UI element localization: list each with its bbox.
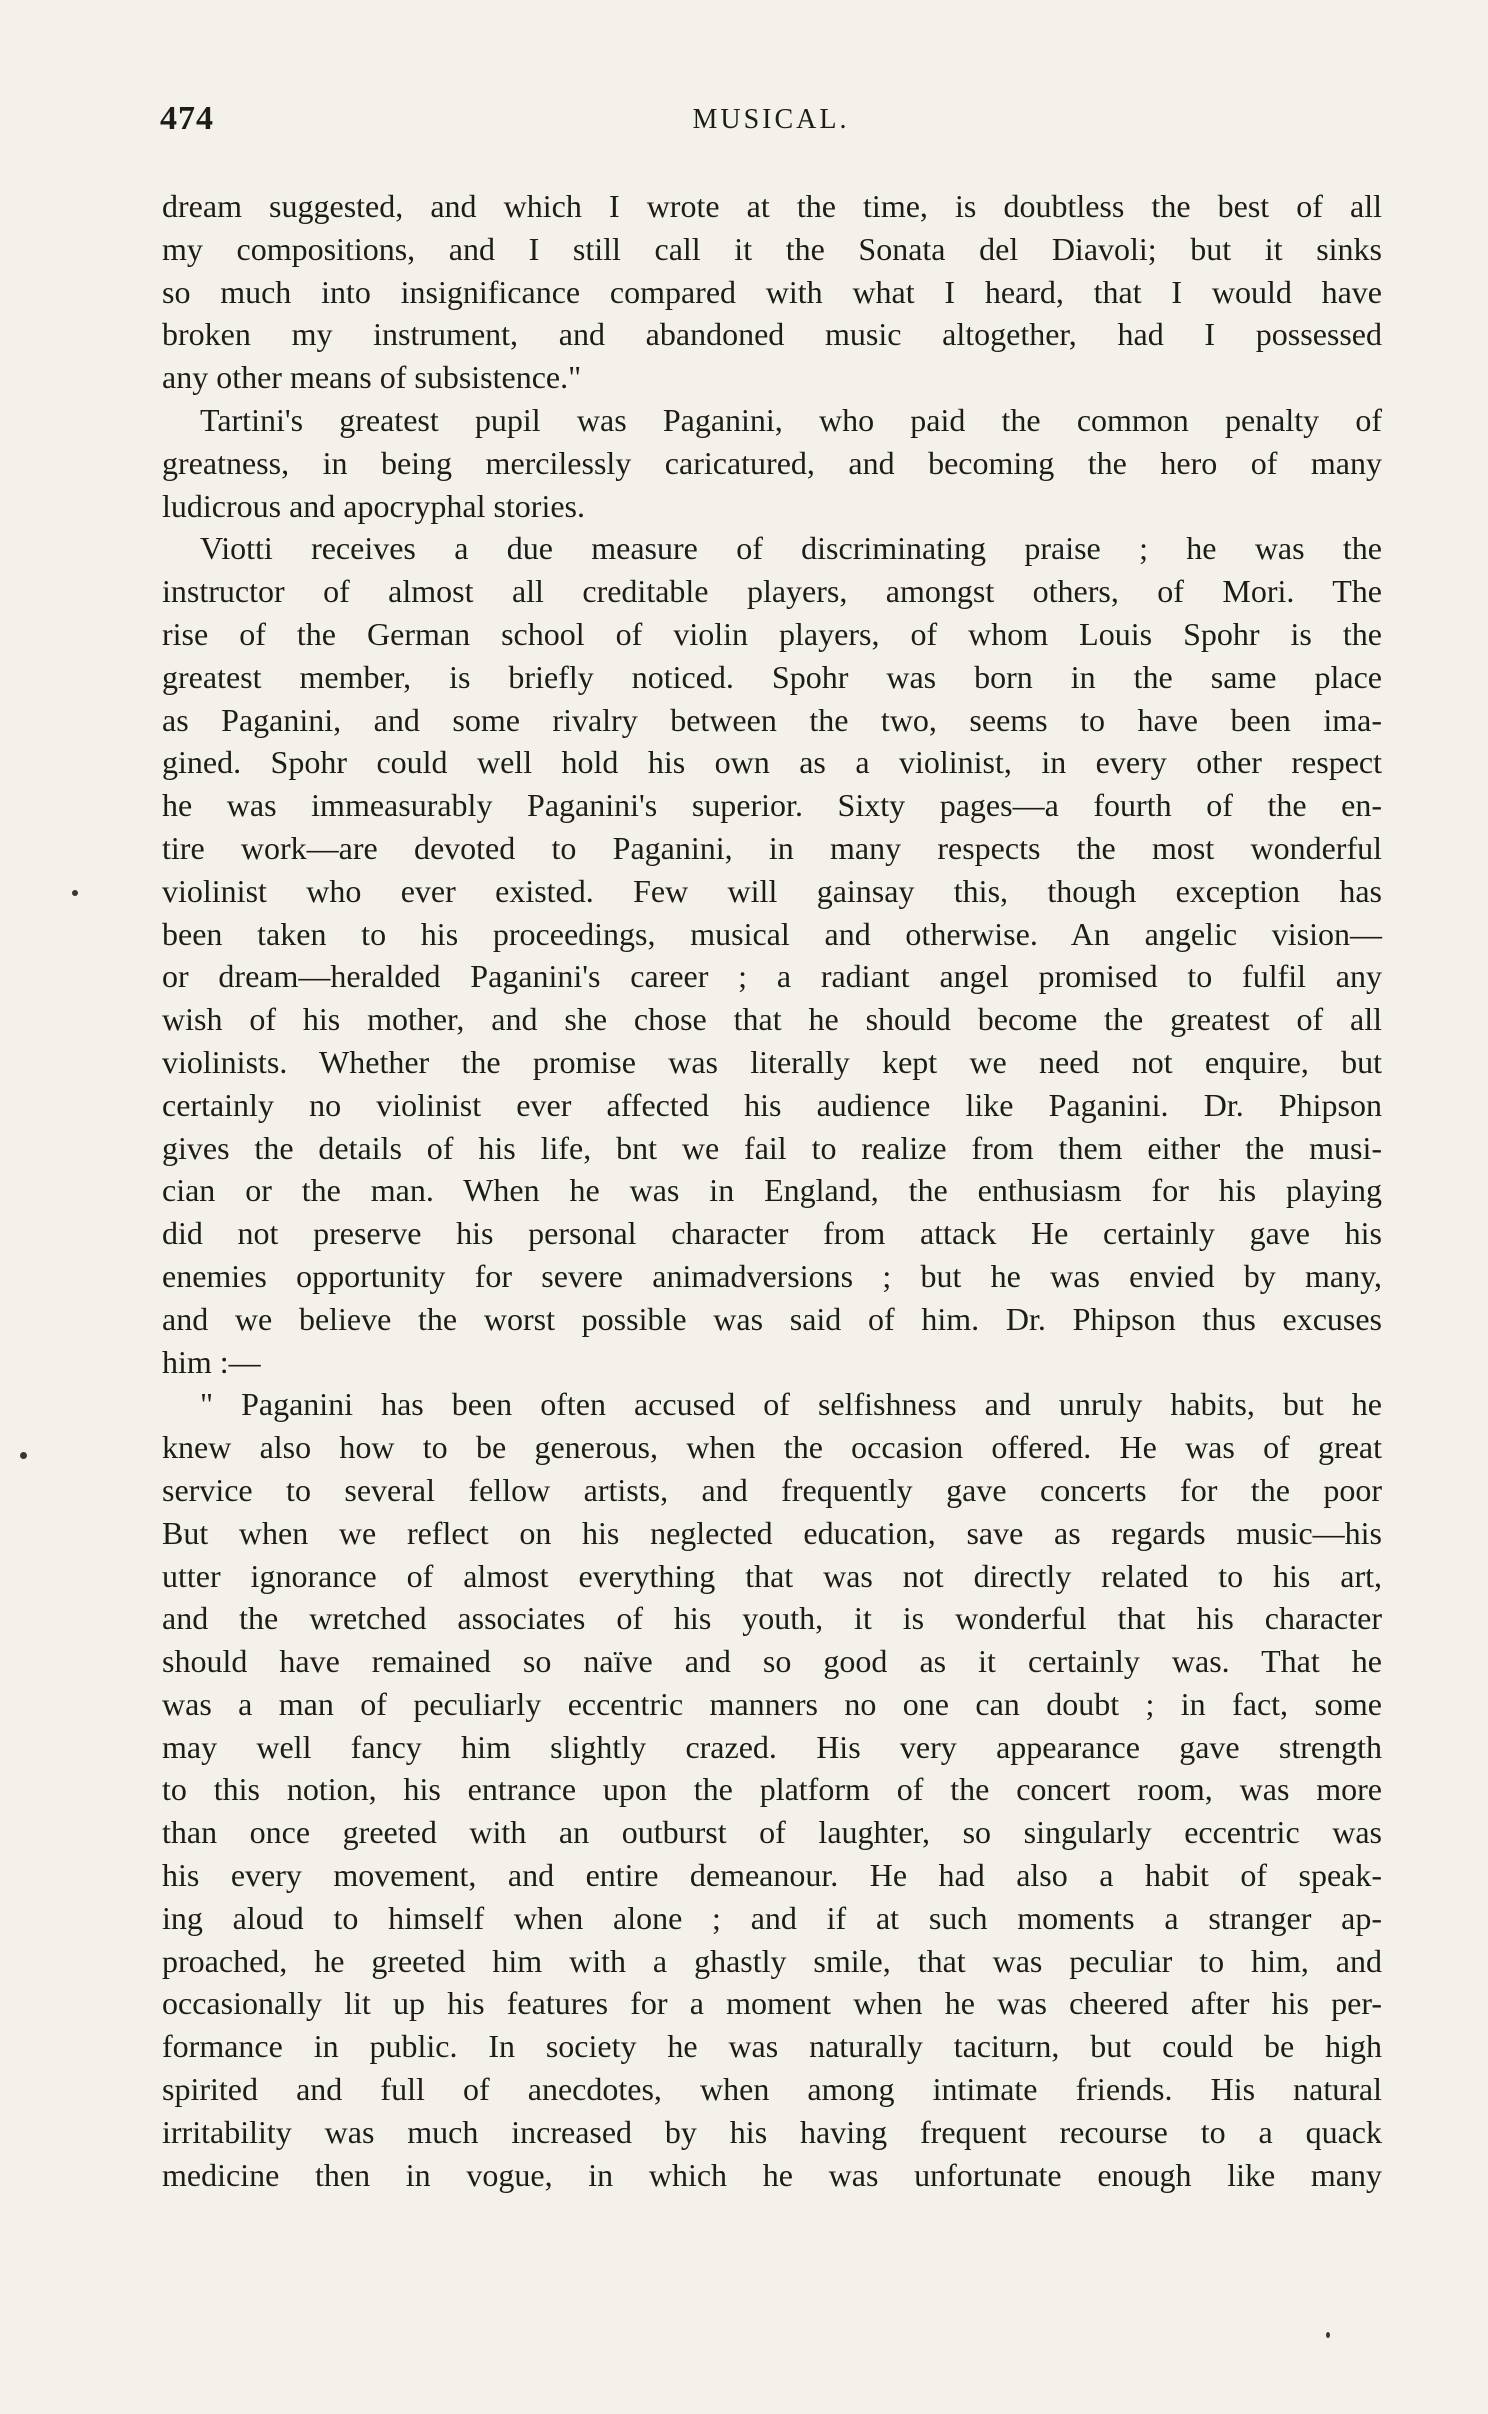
text-line: " Paganini has been often accused of selfishness and unruly habits, but he <box>200 1386 1382 1423</box>
text-line: cian or the man. When he was in England, the enthusiasm for his playing <box>162 1172 1382 1209</box>
text-line: utter ignorance of almost everything that was not directly related to his art, <box>162 1557 1382 1594</box>
text-line: service to several fellow artists, and frequently gave concerts for the poor <box>162 1471 1382 1508</box>
text-line: may well fancy him slightly crazed. His very appearance gave strength <box>162 1728 1382 1765</box>
text-line: proached, he greeted him with a ghastly smile, that was peculiar to him, and <box>162 1942 1382 1979</box>
text-line: or dream—heralded Paganini's career ; a radiant angel promised to fulfil any <box>162 958 1382 995</box>
text-line: his every movement, and entire demeanour. He had also a habit of speak- <box>162 1857 1382 1894</box>
text-line: But when we reflect on his neglected education, save as regards music—his <box>162 1514 1382 1551</box>
text-line: wish of his mother, and she chose that he should become the greatest of all <box>162 1001 1382 1038</box>
body-text <box>162 185 1382 2196</box>
text-line: formance in public. In society he was naturally taciturn, but could be high <box>162 2028 1382 2065</box>
text-line: medicine then in vogue, in which he was unfortunate enough like many <box>162 2156 1382 2193</box>
ink-speck <box>1326 2332 1330 2338</box>
text-line: ludicrous and apocryphal stories. <box>162 487 585 524</box>
text-line: violinists. Whether the promise was literally kept we need not enquire, but <box>162 1043 1382 1080</box>
text-line: any other means of subsistence." <box>162 359 582 396</box>
text-line: should have remained so naïve and so good as it certainly was. That he <box>162 1643 1382 1680</box>
text-line: violinist who ever existed. Few will gainsay this, though exception has <box>162 872 1382 909</box>
text-line: him :— <box>162 1343 261 1380</box>
text-line: spirited and full of anecdotes, when among intimate friends. His natural <box>162 2071 1382 2108</box>
text-line: dream suggested, and which I wrote at the time, is doubtless the best of all <box>162 188 1382 224</box>
text-line: irritability was much increased by his having frequent recourse to a quack <box>162 2113 1382 2150</box>
text-line: was a man of peculiarly eccentric manners no one can doubt ; in fact, some <box>162 1685 1382 1722</box>
text-line: instructor of almost all creditable players, amongst others, of Mori. The <box>162 573 1382 610</box>
text-line: been taken to his proceedings, musical and otherwise. An angelic vision— <box>162 915 1382 952</box>
text-line: my compositions, and I still call it the Sonata del Diavoli; but it sinks <box>162 230 1382 267</box>
running-head: MUSICAL. <box>692 104 850 135</box>
text-line: gined. Spohr could well hold his own as a violinist, in every other respect <box>162 744 1382 781</box>
text-line: and the wretched associates of his youth, it is wonderful that his character <box>162 1600 1382 1637</box>
text-line: greatness, in being mercilessly caricatured, and becoming the hero of many <box>162 444 1382 481</box>
text-line: ing aloud to himself when alone ; and if at such moments a stranger ap- <box>162 1899 1382 1936</box>
text-line: broken my instrument, and abandoned music altogether, had I possessed <box>162 316 1382 353</box>
text-line: so much into insignificance compared with what I heard, that I would have <box>162 273 1382 310</box>
text-line: Tartini's greatest pupil was Paganini, who paid the common penalty of <box>200 401 1382 438</box>
page-number: 474 <box>160 100 214 137</box>
text-line: gives the details of his life, bnt we fail to realize from them either the musi- <box>162 1129 1382 1166</box>
text-line: rise of the German school of violin players, of whom Louis Spohr is the <box>162 615 1382 652</box>
text-line: tire work—are devoted to Paganini, in many respects the most wonderful <box>162 829 1382 866</box>
text-line: as Paganini, and some rivalry between the two, seems to have been ima- <box>162 701 1382 738</box>
text-line: greatest member, is briefly noticed. Spohr was born in the same place <box>162 658 1382 695</box>
text-line: to this notion, his entrance upon the platform of the concert room, was more <box>162 1771 1382 1808</box>
text-line: certainly no violinist ever affected his audience like Paganini. Dr. Phipson <box>162 1086 1382 1123</box>
text-line: he was immeasurably Paganini's superior. Sixty pages—a fourth of the en- <box>162 787 1382 824</box>
text-line: did not preserve his personal character from attack He certainly gave his <box>162 1215 1382 1252</box>
text-line: and we believe the worst possible was said of him. Dr. Phipson thus excuses <box>162 1300 1382 1337</box>
text-line: Viotti receives a due measure of discriminating praise ; he was the <box>200 530 1382 567</box>
page-header <box>160 100 1382 144</box>
ink-speck <box>20 1452 27 1459</box>
text-line: knew also how to be generous, when the occasion offered. He was of great <box>162 1429 1382 1466</box>
text-line: occasionally lit up his features for a moment when he was cheered after his per- <box>162 1985 1382 2022</box>
ink-speck <box>72 890 78 896</box>
text-line: enemies opportunity for severe animadversions ; but he was envied by many, <box>162 1257 1382 1294</box>
text-line: than once greeted with an outburst of laughter, so singularly eccentric was <box>162 1814 1382 1851</box>
